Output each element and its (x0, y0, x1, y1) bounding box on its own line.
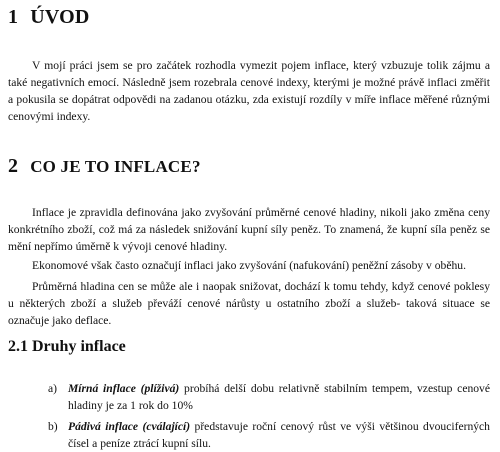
inflation-definition-paragraph: Inflace je zpravidla definována jako zvyšování průměrné cenové hladiny, nikoli jako změna ceny konkrétního zboží, což má za následek snižování kupní síly peněz. To znamená, že kupní síla peněz se mění nepřímo úměrně k vývoji cenové hladiny. (8, 206, 490, 253)
section-1-heading (8, 6, 90, 29)
section-1-title: ÚVOD (30, 6, 90, 28)
section-2-1-title: Druhy inflace (32, 338, 126, 355)
section-2-1-number: 2.1 (8, 338, 28, 355)
term-galloping-inflation: Pádivá inflace (cválající) (68, 420, 191, 433)
term-mild-inflation: Mírná inflace (plíživá) (68, 382, 180, 395)
term-description: představuje roční cenový růst ve výši většinou dvouciferných čísel a peníze ztrácí kupní sílu. (68, 420, 490, 450)
list-item-text (68, 418, 490, 452)
deflation-paragraph: Průměrná hladina cen se může ale i naopak snižovat, dochází k tomu tehdy, když cenové poklesy u některých zboží a služeb převáží cenové nárůsty u ostatního zboží a služeb- taková situace se označuje jako deflace. (8, 280, 490, 327)
section-2-heading (8, 155, 201, 178)
list-marker: a) (48, 382, 58, 395)
intro-paragraph: V mojí práci jsem se pro začátek rozhodla vymezit pojem inflace, který vzbuzuje tolik zájmu a také negativních emocí. Následně jsem rozebrala cenové indexy, kterými je možné právě inflaci změřit a pokusila se dopátrat odpovědi na zadanou otázku, zda existují rozdíly v míře inflace měřené různými cenovými indexy. (8, 59, 490, 123)
list-item-text (68, 380, 490, 414)
section-2-title: CO JE TO INFLACE? (30, 157, 201, 176)
section-1-number: 1 (8, 6, 19, 28)
section-2-1-heading (8, 338, 126, 356)
list-marker: b) (48, 420, 58, 433)
term-description: probíhá delší dobu relativně stabilním tempem, vzestup cenové hladiny je za 1 rok do 10% (68, 382, 491, 412)
money-supply-paragraph: Ekonomové však často označují inflaci jako zvyšování (nafukování) peněžní zásoby v oběhu. (32, 259, 466, 272)
section-2-number: 2 (8, 155, 19, 177)
